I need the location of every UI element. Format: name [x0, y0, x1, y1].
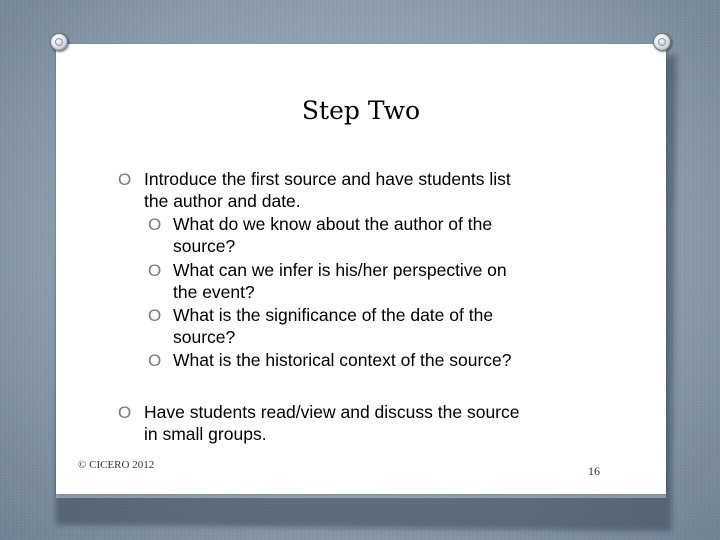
sub-bullet-2-line2: the event? [173, 282, 255, 302]
sub-bullet-3-line1: What is the significance of the date of the [173, 305, 494, 325]
footer-copyright: © CICERO 2012 [78, 459, 155, 471]
bullet-item-1-line2: the author and date. [144, 191, 301, 211]
sub-bullet-marker: O [148, 215, 162, 234]
sub-bullet-2-line1: What can we infer is his/her perspective on [173, 260, 507, 280]
bullet-marker: O [118, 170, 132, 189]
sub-bullet-marker: O [148, 351, 162, 370]
bullet-marker: O [118, 403, 132, 422]
sub-bullet-marker: O [148, 261, 162, 280]
sub-bullet-marker: O [148, 306, 162, 325]
pushpin-icon [50, 33, 68, 51]
sub-bullet-1-line2: source? [173, 236, 236, 256]
bullet-item-2-line1: Have students read/view and discuss the source [144, 402, 520, 422]
paper-edge [56, 494, 666, 498]
sub-bullet-1-line1: What do we know about the author of the [173, 214, 493, 234]
bullet-item-2-line2: in small groups. [144, 424, 267, 444]
page-number: 16 [588, 464, 600, 478]
sub-bullet-3-line2: source? [173, 327, 236, 347]
pushpin-icon [653, 33, 671, 51]
bullet-item-1-line1: Introduce the first source and have students list [144, 169, 511, 189]
sub-bullet-4-line1: What is the historical context of the source? [173, 350, 512, 370]
slide-title: Step Two [301, 96, 421, 125]
